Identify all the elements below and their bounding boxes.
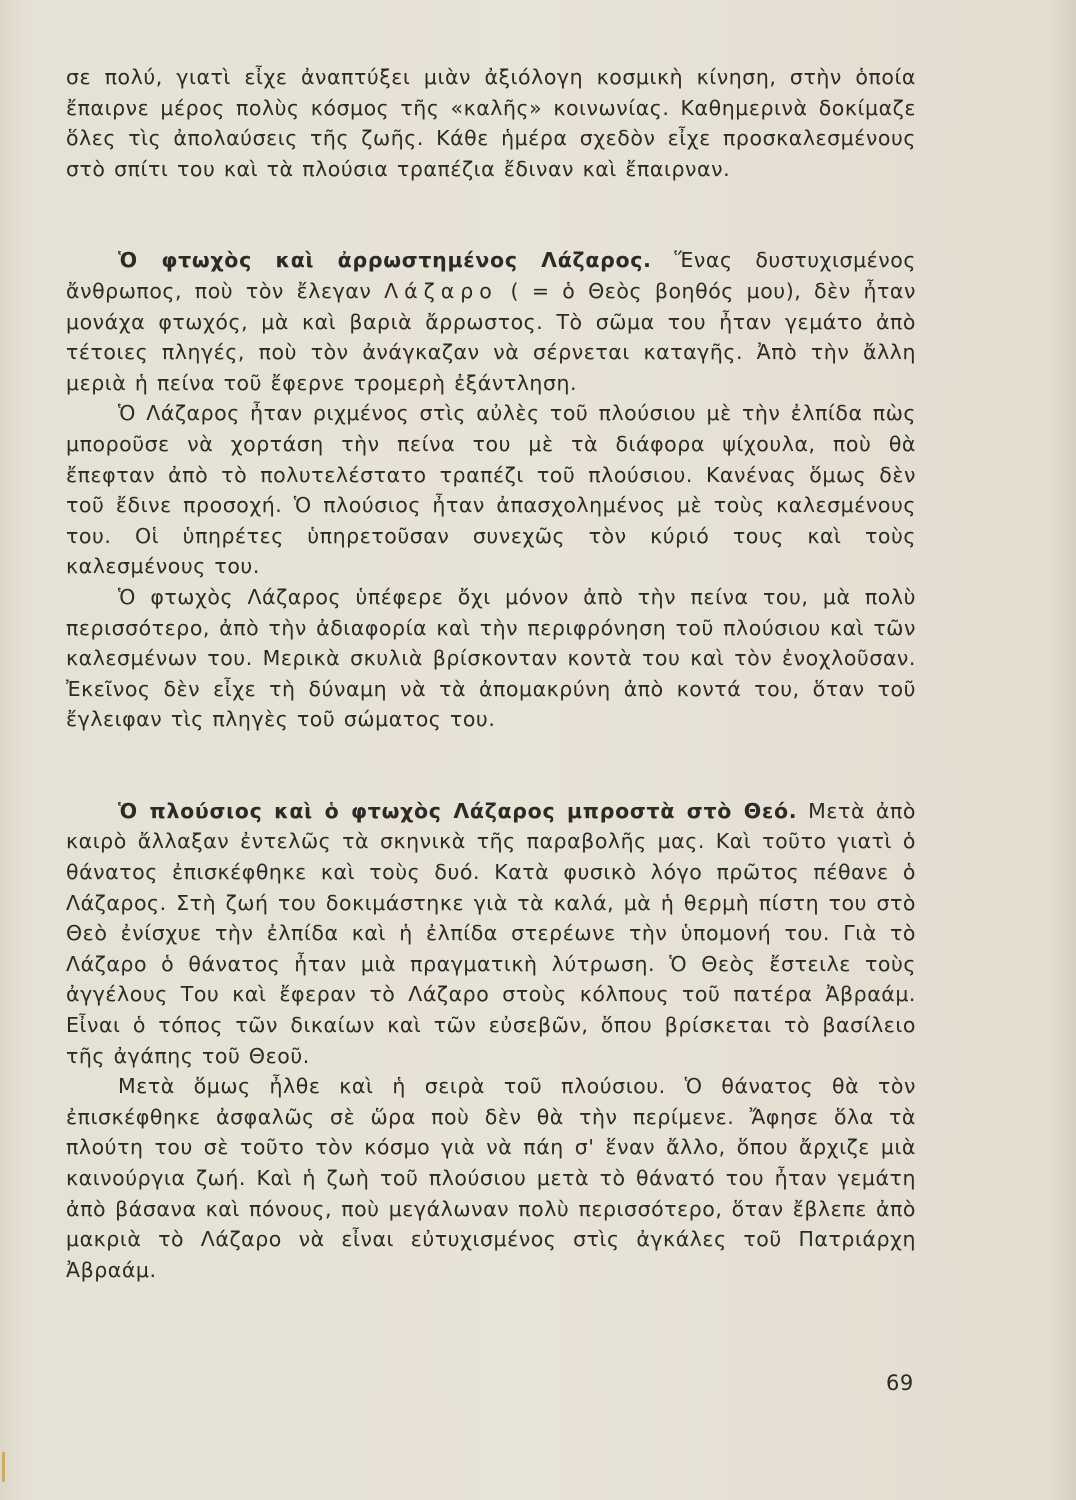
paragraph-lazarus-suffering: Ὁ φτωχὸς Λάζαρος ὑπέφερε ὄχι μόνον ἀπὸ τὴν πείνα του, μὰ πολὺ περισσότερο, ἀπὸ τὴν ἀδιαφορία καὶ τὴν περιφρόνηση τοῦ πλούσιου καὶ τῶν καλεσμένων του. Μερικὰ σκυλιὰ βρίσκονταν κοντὰ του καὶ τὸν ἐνοχλοῦσαν. Ἐκεῖνος δὲν εἶχε τὴ δύναμη νὰ τὰ ἀπομακρύνη ἀπὸ κοντά του, ὅταν τοῦ ἔγλειφαν τὶς πληγὲς τοῦ σώματος του. (66, 584, 916, 732)
page-number: 69 (886, 1371, 914, 1395)
section-heading-before-god: Ὁ πλούσιος καὶ ὁ φτωχὸς Λάζαρος μπροστὰ στὸ Θεό. (118, 798, 798, 823)
section-before-god (66, 796, 916, 1071)
section-text-poor-lazarus-a: Ἕνας δυστυχισμένος ἄνθρωπος, ποὺ τὸν ἔλεγαν (66, 248, 916, 303)
section-heading-poor-lazarus: Ὁ φτωχὸς καὶ ἀρρωστημένος Λάζαρος. (118, 248, 652, 273)
paragraph-rich-man-death: Μετὰ ὅμως ἦλθε καὶ ἡ σειρὰ τοῦ πλούσιου. Ὁ θάνατος θὰ τὸν ἐπισκέφθηκε ἀσφαλῶς σὲ ὥρα ποὺ δὲν θὰ τὴν περίμενε. Ἄφησε ὅλα τὰ πλούτη του σὲ τοῦτο τὸν κόσμο γιὰ νὰ πάη σ' ἕναν ἄλλο, ὅπου ἄρχιζε μιὰ καινούργια ζωή. Καὶ ἡ ζωὴ τοῦ πλούσιου μετὰ τὸ θάνατό του ἦταν γεμάτη ἀπὸ βάσανα καὶ πόνους, ποὺ μεγάλωναν πολὺ περισσότερο, ὅταν ἔβλεπε ἀπὸ μακριὰ τὸ Λάζαρο νὰ εἶναι εὐτυχισμένος στὶς ἀγκάλες τοῦ Πατριάρχη Ἀβραάμ. (66, 1074, 916, 1282)
body-text (66, 62, 916, 1285)
section-text-poor-lazarus-b: ( = ὁ Θεὸς βοηθός μου), δὲν ἦταν μονάχα φτωχός, μὰ καὶ βαριὰ ἄρρωστος. Τὸ σῶμα του ἦταν γεμάτο ἀπὸ τέτοιες πληγές, ποὺ τὸν ἀνάγκαζαν νὰ σέρνεται καταγῆς. Ἀπὸ τὴν ἄλλη μεριὰ ἡ πείνα τοῦ ἔφερνε τρομερὴ ἐξάντληση. (66, 278, 916, 395)
binding-edge-mark (2, 1452, 5, 1482)
paragraph-continuation: σε πολύ, γιατὶ εἶχε ἀναπτύξει μιὰν ἀξιόλογη κοσμικὴ κίνηση, στὴν ὁποία ἔπαιρνε μέρος πολὺς κόσμος τῆς «καλῆς» κοινωνίας. Καθημερινὰ δοκίμαζε ὅλες τὶς ἀπολαύσεις τῆς ζωῆς. Κάθε ἡμέρα σχεδὸν εἶχε προσκαλεσμένους στὸ σπίτι του καὶ τὰ πλούσια τραπέζια ἔδιναν καὶ ἔπαιρναν. (66, 65, 916, 181)
lazarus-name-spaced: Λάζαρο (384, 278, 498, 303)
section-poor-lazarus (66, 245, 916, 398)
paragraph-lazarus-courtyard: Ὁ Λάζαρος ἦταν ριχμένος στὶς αὐλὲς τοῦ πλούσιου μὲ τὴν ἐλπίδα πὼς μποροῦσε νὰ χορτάση τὴν πείνα του μὲ τὰ διάφορα ψίχουλα, ποὺ θὰ ἔπεφταν ἀπὸ τὸ πολυτελέστατο τραπέζι τοῦ πλούσιου. Κανένας ὅμως δὲν τοῦ ἔδινε προσοχή. Ὁ πλούσιος ἦταν ἀπασχολημένος μὲ τοὺς καλεσμένους του. Οἱ ὑπηρέτες ὑπηρετοῦσαν συνεχῶς τὸν κύριό τους καὶ τοὺς καλεσμένους του. (66, 401, 916, 579)
section-text-before-god: Μετὰ ἀπὸ καιρὸ ἄλλαξαν ἐντελῶς τὰ σκηνικὰ τῆς παραβολῆς μας. Καὶ τοῦτο γιατὶ ὁ θάνατος ἐπισκέφθηκε καὶ τοὺς δυό. Κατὰ φυσικὸ λόγο πρῶτος πέθανε ὁ Λάζαρος. Στὴ ζωή του δοκιμάστηκε γιὰ τὰ καλά, μὰ ἡ θερμὴ πίστη του στὸ Θεὸ ἐνίσχυε τὴν ἐλπίδα καὶ ἡ ἐλπίδα στερέωνε τὴν ὑπομονή του. Γιὰ τὸ Λάζαρο ὁ θάνατος ἦταν μιὰ πραγματικὴ λύτρωση. Ὁ Θεὸς ἔστειλε τοὺς ἀγγέλους Του καὶ ἔφεραν τὸ Λάζαρο στοὺς κόλπους τοῦ πατέρα Ἀβραάμ. Εἶναι ὁ τόπος τῶν δικαίων καὶ τῶν εὐσεβῶν, ὅπου βρίσκεται τὸ βασίλειο τῆς ἀγάπης τοῦ Θεοῦ. (66, 798, 916, 1068)
